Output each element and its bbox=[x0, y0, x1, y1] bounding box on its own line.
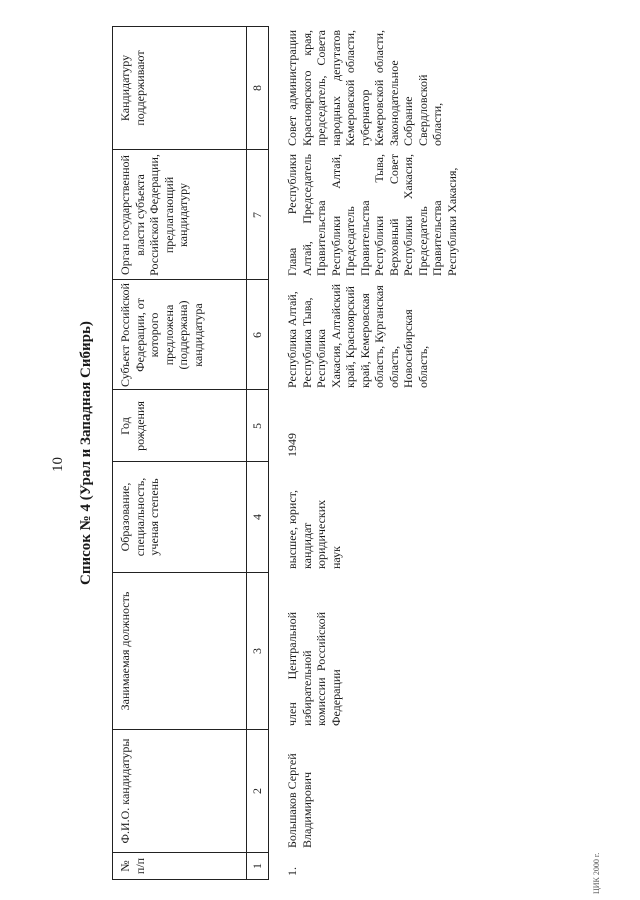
row-1-no: 1. bbox=[285, 867, 299, 876]
column-number-2: 2 bbox=[250, 788, 264, 794]
col-divider-4 bbox=[112, 461, 268, 462]
page-number: 10 bbox=[50, 457, 66, 472]
table-rule-numbers-bottom bbox=[268, 26, 269, 880]
column-number-5: 5 bbox=[250, 423, 264, 429]
row-1-proposing-body: Глава Республики Алтай, Председатель Правительства Республики Алтай, Председатель Правительства Республики Тыва, Верховный Совет Республики Хакасия, Председатель Правительства Республики Хакасия, bbox=[285, 154, 459, 276]
header-supporters: Кандидатуру поддерживают bbox=[118, 50, 147, 126]
col-divider-5 bbox=[112, 389, 268, 390]
header-education: Образование, специальность, ученая степень bbox=[118, 477, 161, 557]
header-subject: Субъект Российской Федерации, от которого предложена (поддержана) кандидатура bbox=[118, 283, 205, 387]
column-number-6: 6 bbox=[250, 332, 264, 338]
row-1-education: высшее, юрист, кандидат юридических наук bbox=[285, 489, 343, 569]
column-number-8: 8 bbox=[250, 85, 264, 91]
footer-mark: ЦИК 2000 г. bbox=[592, 852, 601, 894]
row-1-name: Большаков Сергей Владимирович bbox=[285, 753, 314, 848]
column-number-1: 1 bbox=[250, 863, 264, 869]
col-divider-6 bbox=[112, 279, 268, 280]
column-number-7: 7 bbox=[250, 212, 264, 218]
table-rule-top bbox=[112, 26, 113, 880]
header-birth-year: Год рождения bbox=[118, 401, 147, 451]
header-name: Ф.И.О. кандидатуры bbox=[118, 738, 132, 844]
table-rule-left bbox=[112, 879, 268, 880]
row-1-supporters: Совет администрации Красноярского края, председатель, Совета народных депутатов Кемеровской области, губернатор Кемеровской области, Законодательное Собрание Свердловской области, bbox=[285, 30, 444, 146]
row-1-subjects: Республика Алтай, Республика Тыва, Республика Хакасия, Алтайский край, Красноярский край, Кемеровская область, Курганская область, Новосибирская область, bbox=[285, 283, 430, 388]
col-divider-1 bbox=[112, 852, 268, 853]
header-position: Занимаемая должность bbox=[118, 591, 132, 711]
header-no: № п/п bbox=[118, 857, 147, 875]
row-1-position: член Центральной избирательной комиссии Российской Федерации bbox=[285, 612, 343, 726]
col-divider-7 bbox=[112, 149, 268, 150]
column-number-3: 3 bbox=[250, 648, 264, 654]
table-rule-right bbox=[112, 26, 268, 27]
column-number-4: 4 bbox=[250, 514, 264, 520]
col-divider-3 bbox=[112, 572, 268, 573]
document-title: Список № 4 (Урал и Западная Сибирь) bbox=[78, 321, 94, 585]
table-rule-header-bottom bbox=[246, 26, 247, 880]
header-proposing-body: Орган государственной власти субъекта Российской Федерации, предлагающий кандидатуру bbox=[118, 154, 190, 276]
col-divider-2 bbox=[112, 729, 268, 730]
row-1-birth-year: 1949 bbox=[285, 433, 299, 457]
